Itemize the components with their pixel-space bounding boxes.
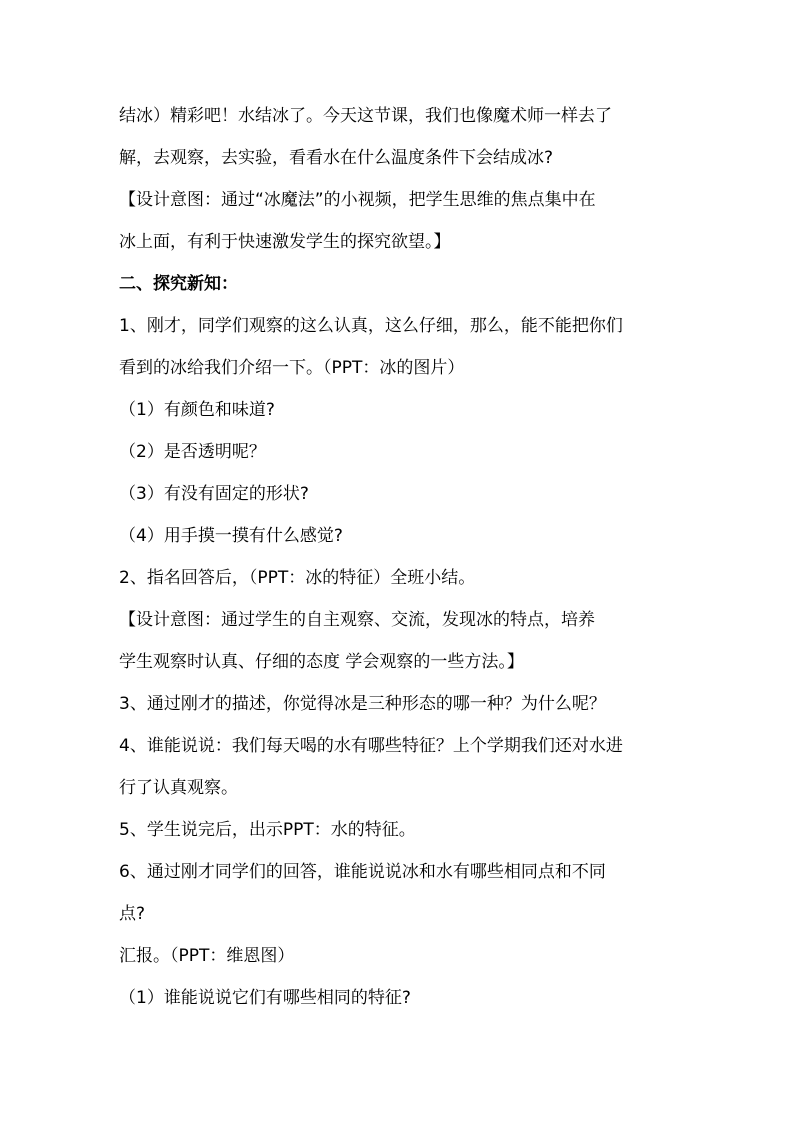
text-line: 1、刚才，同学们观察的这么认真，这么仔细，那么，能不能把你们	[119, 316, 623, 336]
text-line: 6、通过刚才同学们的回答，谁能说说冰和水有哪些相同点和不同	[119, 862, 606, 882]
text-line: 结冰）精彩吧！水结冰了。今天这节课，我们也像魔术师一样去了	[119, 106, 612, 126]
question-item: （1）谁能说说它们有哪些相同的特征?	[119, 988, 411, 1008]
text-line: 解，去观察，去实验，看看水在什么温度条件下会结成冰?	[119, 148, 554, 168]
design-intent-note: 【设计意图：通过“冰魔法”的小视频，把学生思维的焦点集中在	[119, 190, 596, 210]
design-intent-note: 学生观察时认真、仔细的态度 学会观察的一些方法。】	[119, 652, 524, 672]
question-item: （2）是否透明呢？	[119, 442, 266, 462]
section-heading: 二、探究新知：	[119, 274, 238, 294]
text-line: 行了认真观察。	[119, 778, 238, 798]
text-line: 汇报。（PPT：维恩图）	[119, 946, 295, 966]
question-item: （1）有颜色和味道?	[119, 400, 275, 420]
design-intent-note: 【设计意图：通过学生的自主观察、交流，发现冰的特点，培养	[119, 610, 595, 630]
text-line: 3、通过刚才的描述，你觉得冰是三种形态的哪一种？为什么呢？	[119, 694, 606, 714]
question-item: （3）有没有固定的形状?	[119, 484, 309, 504]
text-line: 5、学生说完后，出示PPT：水的特征。	[119, 820, 416, 840]
design-intent-note: 冰上面，有利于快速激发学生的探究欲望。】	[119, 232, 451, 252]
text-line: 点?	[119, 904, 146, 924]
text-line: 2、指名回答后，（PPT：冰的特征）全班小结。	[119, 568, 476, 588]
text-line: 看到的冰给我们介绍一下。（PPT：冰的图片）	[119, 358, 465, 378]
text-line: 4、谁能说说：我们每天喝的水有哪些特征？上个学期我们还对水进	[119, 736, 623, 756]
question-item: （4）用手摸一摸有什么感觉?	[119, 526, 343, 546]
